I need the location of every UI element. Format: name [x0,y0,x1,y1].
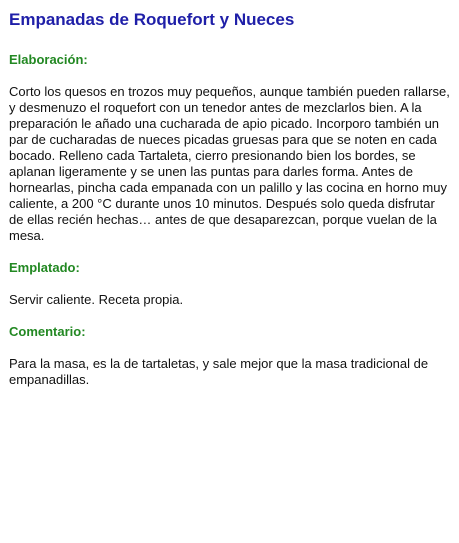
page-title: Empanadas de Roquefort y Nueces [9,10,295,29]
spacer [9,244,451,260]
section-body-comentario: Para la masa, es la de tartaletas, y sale mejor que la masa tradicional de empanadillas. [9,356,429,387]
section-emplatado [9,260,451,308]
section-elaboracion [9,52,451,244]
spacer [9,308,451,324]
section-body-emplatado: Servir caliente. Receta propia. [9,292,184,307]
section-heading-elaboracion: Elaboración: [9,52,88,67]
spacer [9,30,451,52]
section-heading-comentario: Comentario: [9,324,86,339]
section-body-elaboracion: Corto los quesos en trozos muy pequeños, aunque también pueden rallarse, y desmenuzo el roquefort con un tenedor antes de mezclarlos bien. A la preparación le añado una cucharada de apio picado. Incorporo también un par de cucharadas de nueces picadas gruesas para que se noten en cada bocado. Relleno cada Tartaleta, cierro presionando bien los bordes, se aplanan ligeramente y se unen las puntas para darles forma. Antes de hornearlas, pincha cada empanada con un palillo y las cocina en horno muy caliente, a 200 °C durante unos 10 minutos. Después solo queda disfrutar de ellas recién hechas… antes de que desaparezcan, porque vuelan de la mesa. [9,84,450,243]
section-comentario [9,324,451,388]
section-heading-emplatado: Emplatado: [9,260,80,275]
